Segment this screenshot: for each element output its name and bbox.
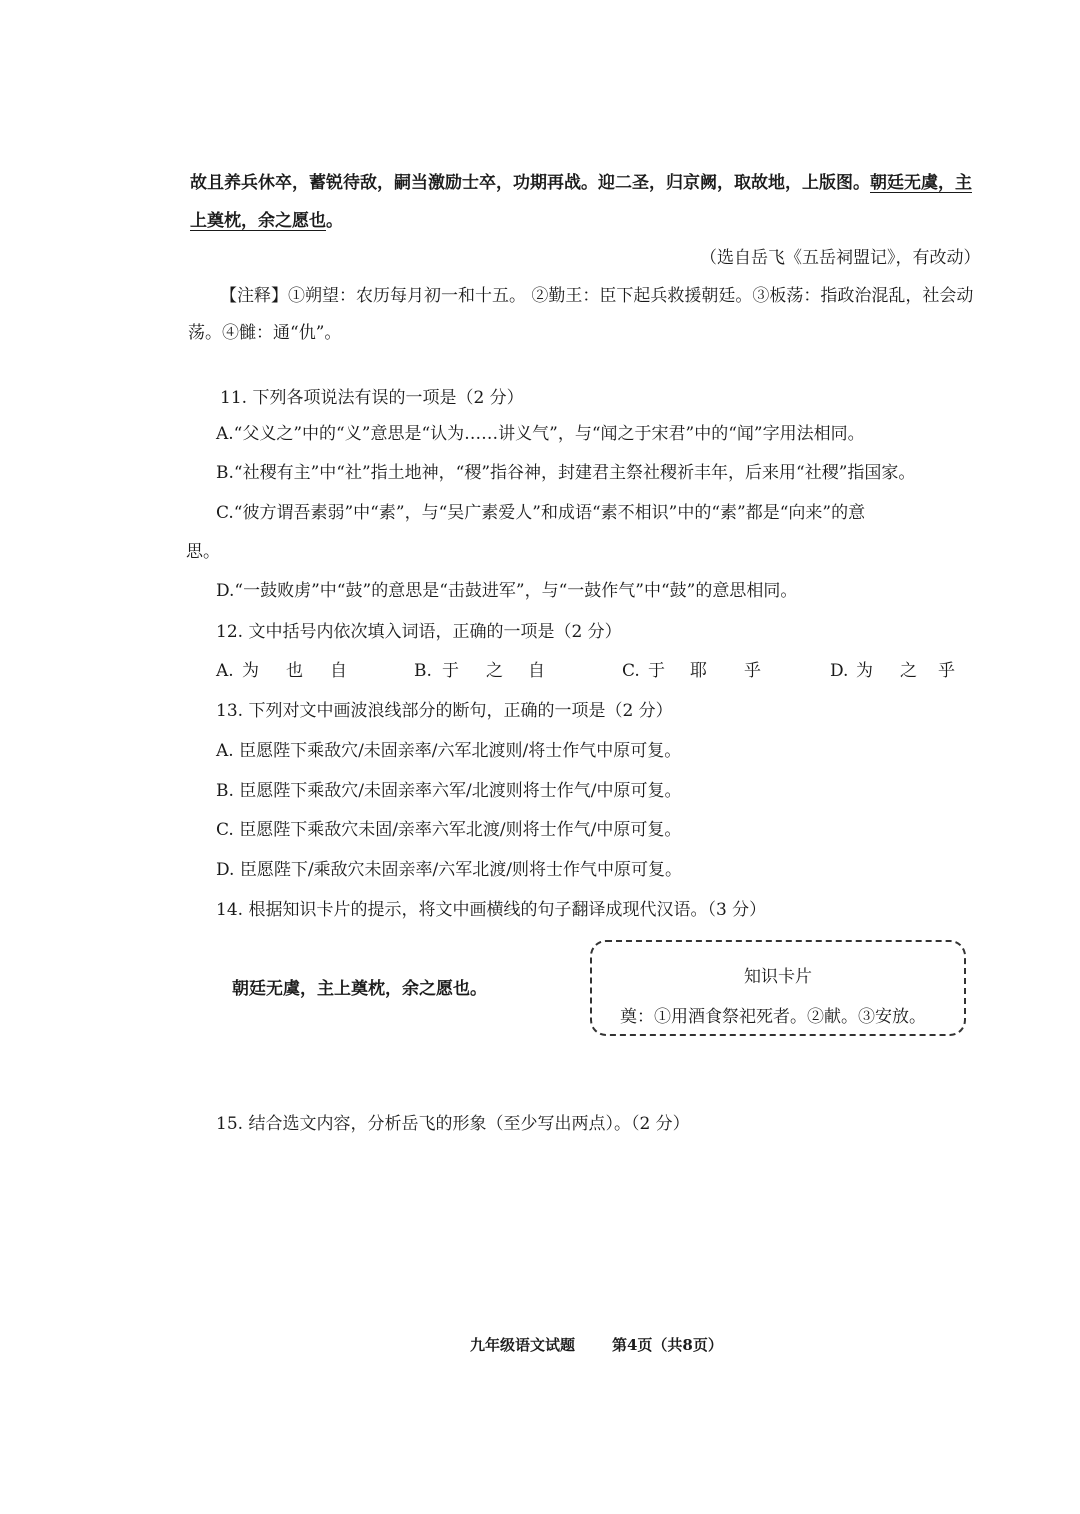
question-11-option-a: A.“父义之”中的“义”意思是“认为……讲义气”，与“闻之于宋君”中的“闻”字用法相同。: [216, 424, 865, 444]
question-11-option-d: D.“一鼓败虏”中“鼓”的意思是“击鼓进军”，与“一鼓作气”中“鼓”的意思相同。: [216, 581, 798, 601]
q12-option-b-word: 于: [442, 661, 459, 681]
underlined-sentence-part1: 朝廷无虞，主: [870, 173, 972, 193]
q12-option-a-word: 为: [242, 661, 259, 681]
question-15-stem: 15. 结合选文内容，分析岳飞的形象（至少写出两点）。（2 分）: [216, 1114, 690, 1134]
q12-option-a-label: A.: [216, 661, 234, 681]
q12-option-c-word: 耶: [690, 661, 707, 681]
question-11-option-c: C.“彼方谓吾素弱”中“素”，与“吴广素爱人”和成语“素不相识”中的“素”都是“向来”的意: [216, 503, 866, 523]
q12-option-b-word: 之: [486, 661, 503, 681]
passage-line-2: [190, 210, 343, 232]
passage-source: （选自岳飞《五岳祠盟记》，有改动）: [700, 248, 981, 268]
underlined-sentence-part2: 上奠枕，余之愿也: [190, 211, 326, 231]
q12-option-a-word: 自: [330, 661, 347, 681]
question-12-stem: 12. 文中括号内依次填入词语，正确的一项是（2 分）: [216, 622, 622, 642]
question-14-stem: 14. 根据知识卡片的提示，将文中画横线的句子翻译成现代汉语。（3 分）: [216, 900, 767, 920]
annotation-line-2: 荡。④雠：通“仇”。: [188, 323, 342, 343]
knowledge-card: [590, 940, 966, 1036]
question-13-option-d: D. 臣愿陛下/乘敌穴未固亲率/六军北渡/则将士作气中原可复。: [216, 860, 683, 880]
question-13-option-b: B. 臣愿陛下乘敌穴/未固亲率六军/北渡则将士作气/中原可复。: [216, 781, 682, 801]
knowledge-card-body: 奠：①用酒食祭祀死者。②献。③安放。: [620, 1007, 926, 1027]
q12-option-c-word: 于: [648, 661, 665, 681]
q12-option-a-word: 也: [286, 661, 303, 681]
passage-text: 故且养兵休卒，蓄锐待敌，嗣当激励士卒，功期再战。迎二圣，归京阙，取故地，上版图。: [190, 173, 870, 193]
question-13-stem: 13. 下列对文中画波浪线部分的断句，正确的一项是（2 分）: [216, 701, 673, 721]
question-13-option-c: C. 臣愿陛下乘敌穴未固/亲率六军北渡/则将士作气/中原可复。: [216, 820, 682, 840]
q12-option-b-word: 自: [528, 661, 545, 681]
footer-subject: 九年级语文试题: [470, 1336, 576, 1354]
question-11-option-b: B.“社稷有主”中“社”指土地神，“稷”指谷神，封建君主祭社稷祈丰年，后来用“社稷”指国家。: [216, 463, 916, 483]
question-13-option-a: A. 臣愿陛下乘敌穴/未固亲率/六军北渡则/将士作气中原可复。: [216, 741, 682, 761]
question-14-sentence: 朝廷无虞，主上奠枕，余之愿也。: [232, 979, 487, 999]
footer-page-number: 第4页（共8页）: [612, 1336, 723, 1354]
q12-option-d-word: 为: [856, 661, 873, 681]
question-11-option-c-cont: 思。: [186, 542, 220, 562]
passage-period: 。: [326, 211, 343, 231]
q12-option-b-label: B.: [414, 661, 432, 681]
q12-option-d-word: 之: [900, 661, 917, 681]
annotation-line-1: 【注释】①朔望：农历每月初一和十五。 ②勤王：臣下起兵救援朝廷。③板荡：指政治混乱，社会动: [220, 286, 974, 306]
q12-option-c-label: C.: [622, 661, 640, 681]
question-11-stem: 11. 下列各项说法有误的一项是（2 分）: [220, 388, 524, 408]
q12-option-d-label: D.: [830, 661, 849, 681]
q12-option-c-word: 乎: [744, 661, 761, 681]
passage-line-1: [190, 172, 972, 194]
knowledge-card-title: 知识卡片: [744, 967, 812, 987]
q12-option-d-word: 乎: [938, 661, 955, 681]
